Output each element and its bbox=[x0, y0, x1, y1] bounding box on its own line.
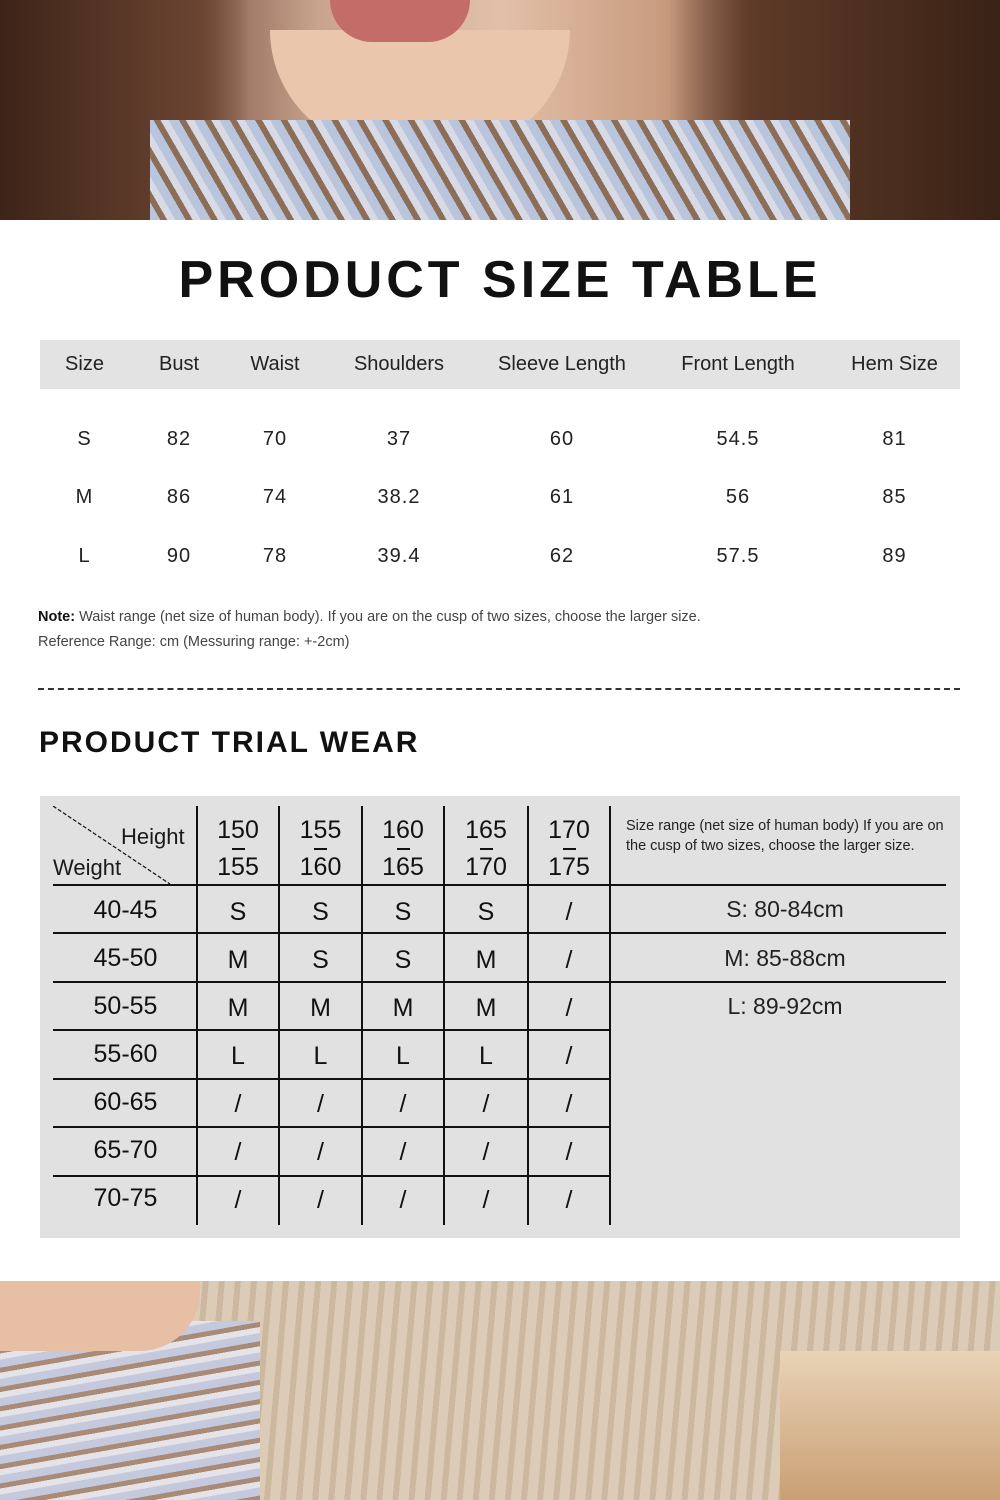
note-line bbox=[38, 605, 701, 630]
size-note bbox=[38, 605, 701, 655]
size-cell: / bbox=[399, 1090, 407, 1118]
height-label: Height bbox=[121, 824, 185, 849]
header-sleeve-length: Sleeve Length bbox=[498, 353, 626, 375]
height-top: 155 bbox=[299, 816, 342, 844]
weight-label-cell: 60-65 bbox=[93, 1088, 158, 1116]
size-cell: S bbox=[312, 898, 329, 926]
weight-label: Weight bbox=[53, 855, 122, 880]
weight-label-cell: 70-75 bbox=[93, 1184, 158, 1212]
table-cell: 78 bbox=[262, 544, 288, 567]
table-cell: 54.5 bbox=[716, 427, 760, 450]
height-header-160 bbox=[362, 816, 444, 881]
size-cell: / bbox=[565, 994, 573, 1022]
table-cell: 56 bbox=[725, 486, 751, 509]
size-cell: S bbox=[477, 898, 495, 926]
size-cell: / bbox=[234, 1186, 242, 1214]
size-cell: L bbox=[396, 1042, 410, 1070]
table-cell: 70 bbox=[262, 427, 288, 450]
size-range-note: Size range (net size of human body) If you are on the cusp of two sizes, choose the larger size. bbox=[626, 818, 944, 854]
size-cell: S bbox=[394, 898, 412, 926]
size-table bbox=[40, 340, 960, 586]
height-header-155 bbox=[279, 816, 362, 881]
table-cell: L bbox=[78, 544, 91, 567]
size-cell: / bbox=[482, 1090, 490, 1118]
table-cell: 38.2 bbox=[377, 486, 421, 509]
size-cell: M bbox=[475, 994, 497, 1022]
size-cell: / bbox=[565, 946, 573, 974]
table-cell: M bbox=[75, 486, 94, 509]
size-cell: S bbox=[394, 946, 412, 974]
weight-label-cell: 40-45 bbox=[93, 896, 158, 924]
table-cell: 61 bbox=[549, 486, 575, 509]
size-cell: / bbox=[234, 1090, 242, 1118]
height-bottom: 160 bbox=[299, 853, 342, 881]
height-dash bbox=[397, 848, 410, 850]
size-cell: / bbox=[565, 1186, 573, 1214]
size-cell: / bbox=[399, 1138, 407, 1166]
height-bottom: 165 bbox=[382, 853, 424, 881]
note-text: Waist range (net size of human body). If you are on the cusp of two sizes, choose the larger size. bbox=[75, 609, 701, 625]
header-front-length: Front Length bbox=[681, 353, 795, 375]
height-dash bbox=[563, 848, 576, 850]
table-row bbox=[40, 527, 960, 586]
table-row bbox=[40, 410, 960, 469]
grid-hline bbox=[53, 981, 946, 983]
dashed-divider bbox=[38, 688, 960, 690]
table-cell: 82 bbox=[166, 427, 192, 450]
size-range-s: S: 80-84cm bbox=[726, 896, 844, 922]
height-top: 150 bbox=[217, 816, 259, 844]
weight-label-cell: 65-70 bbox=[93, 1136, 158, 1164]
height-top: 165 bbox=[465, 816, 507, 844]
height-top: 170 bbox=[548, 816, 590, 844]
table-cell: 89 bbox=[882, 544, 907, 567]
table-cell: S bbox=[77, 427, 92, 450]
table-cell: 57.5 bbox=[716, 544, 760, 567]
size-cell: M bbox=[392, 994, 414, 1022]
grid-vline bbox=[609, 806, 611, 1225]
model-photo-top bbox=[0, 0, 1000, 220]
size-cell: M bbox=[475, 946, 497, 974]
table-cell: 85 bbox=[882, 486, 907, 509]
lips bbox=[330, 0, 470, 42]
size-range-m: M: 85-88cm bbox=[724, 945, 846, 971]
size-table-title: PRODUCT SIZE TABLE bbox=[178, 251, 822, 309]
height-dash bbox=[314, 848, 327, 850]
size-cell: M bbox=[227, 946, 249, 974]
size-cell: / bbox=[234, 1138, 242, 1166]
height-dash bbox=[232, 848, 245, 850]
size-cell: / bbox=[482, 1186, 490, 1214]
header-shoulders: Shoulders bbox=[353, 353, 445, 375]
model-photo-bottom bbox=[0, 1281, 1000, 1500]
height-bottom: 155 bbox=[217, 853, 259, 881]
size-table-header bbox=[40, 340, 960, 389]
table-cell: 81 bbox=[882, 427, 907, 450]
size-cell: / bbox=[317, 1138, 324, 1166]
height-header-150 bbox=[197, 816, 279, 881]
height-header-165 bbox=[444, 816, 528, 881]
striped-shirt-collar bbox=[150, 120, 850, 220]
grid-hline bbox=[53, 1175, 610, 1177]
size-cell: / bbox=[565, 1138, 573, 1166]
table-cell: 37 bbox=[386, 427, 412, 450]
size-cell: / bbox=[399, 1186, 407, 1214]
size-cell: / bbox=[565, 1090, 573, 1118]
weight-label-cell: 50-55 bbox=[93, 992, 158, 1020]
height-header-170 bbox=[528, 816, 610, 881]
grid-hline bbox=[53, 1126, 610, 1128]
hand bbox=[0, 1281, 200, 1351]
header-waist: Waist bbox=[250, 353, 300, 375]
grid-hline bbox=[53, 1029, 610, 1031]
height-dash bbox=[480, 848, 493, 850]
table-cell: 86 bbox=[166, 486, 192, 509]
size-cell: S bbox=[312, 946, 329, 974]
table-cell: 39.4 bbox=[377, 544, 421, 567]
table-cell: 60 bbox=[549, 427, 575, 450]
trial-wear-title: PRODUCT TRIAL WEAR bbox=[39, 726, 420, 759]
header-size: Size bbox=[65, 353, 104, 375]
table-row bbox=[40, 469, 960, 528]
table-cell: 90 bbox=[166, 544, 192, 567]
size-cell: / bbox=[565, 1042, 573, 1070]
height-top: 160 bbox=[382, 816, 424, 844]
height-bottom: 175 bbox=[548, 853, 590, 881]
size-cell: / bbox=[565, 898, 573, 926]
size-cell: L bbox=[479, 1042, 493, 1070]
table-cell: 62 bbox=[549, 544, 575, 567]
weight-label-cell: 45-50 bbox=[93, 944, 158, 972]
header-hem-size: Hem Size bbox=[851, 353, 938, 375]
table-cell: 74 bbox=[262, 486, 288, 509]
size-cell: M bbox=[310, 994, 331, 1022]
size-cell: M bbox=[227, 994, 249, 1022]
size-cell: / bbox=[482, 1138, 490, 1166]
size-cell: / bbox=[317, 1186, 324, 1214]
size-cell: L bbox=[313, 1042, 328, 1070]
weight-label-cell: 55-60 bbox=[93, 1040, 158, 1068]
grid-hline bbox=[53, 884, 946, 886]
size-cell: / bbox=[317, 1090, 324, 1118]
grid-hline bbox=[53, 932, 946, 934]
note-label: Note: bbox=[38, 609, 76, 625]
reference-range: Reference Range: cm (Messuring range: +-2cm) bbox=[38, 634, 350, 650]
size-range-l: L: 89-92cm bbox=[727, 993, 843, 1019]
wooden-furniture bbox=[780, 1351, 1000, 1500]
size-cell: S bbox=[229, 898, 247, 926]
grid-hline bbox=[53, 1078, 610, 1080]
header-bust: Bust bbox=[158, 353, 200, 375]
height-bottom: 170 bbox=[465, 853, 507, 881]
size-cell: L bbox=[231, 1042, 245, 1070]
